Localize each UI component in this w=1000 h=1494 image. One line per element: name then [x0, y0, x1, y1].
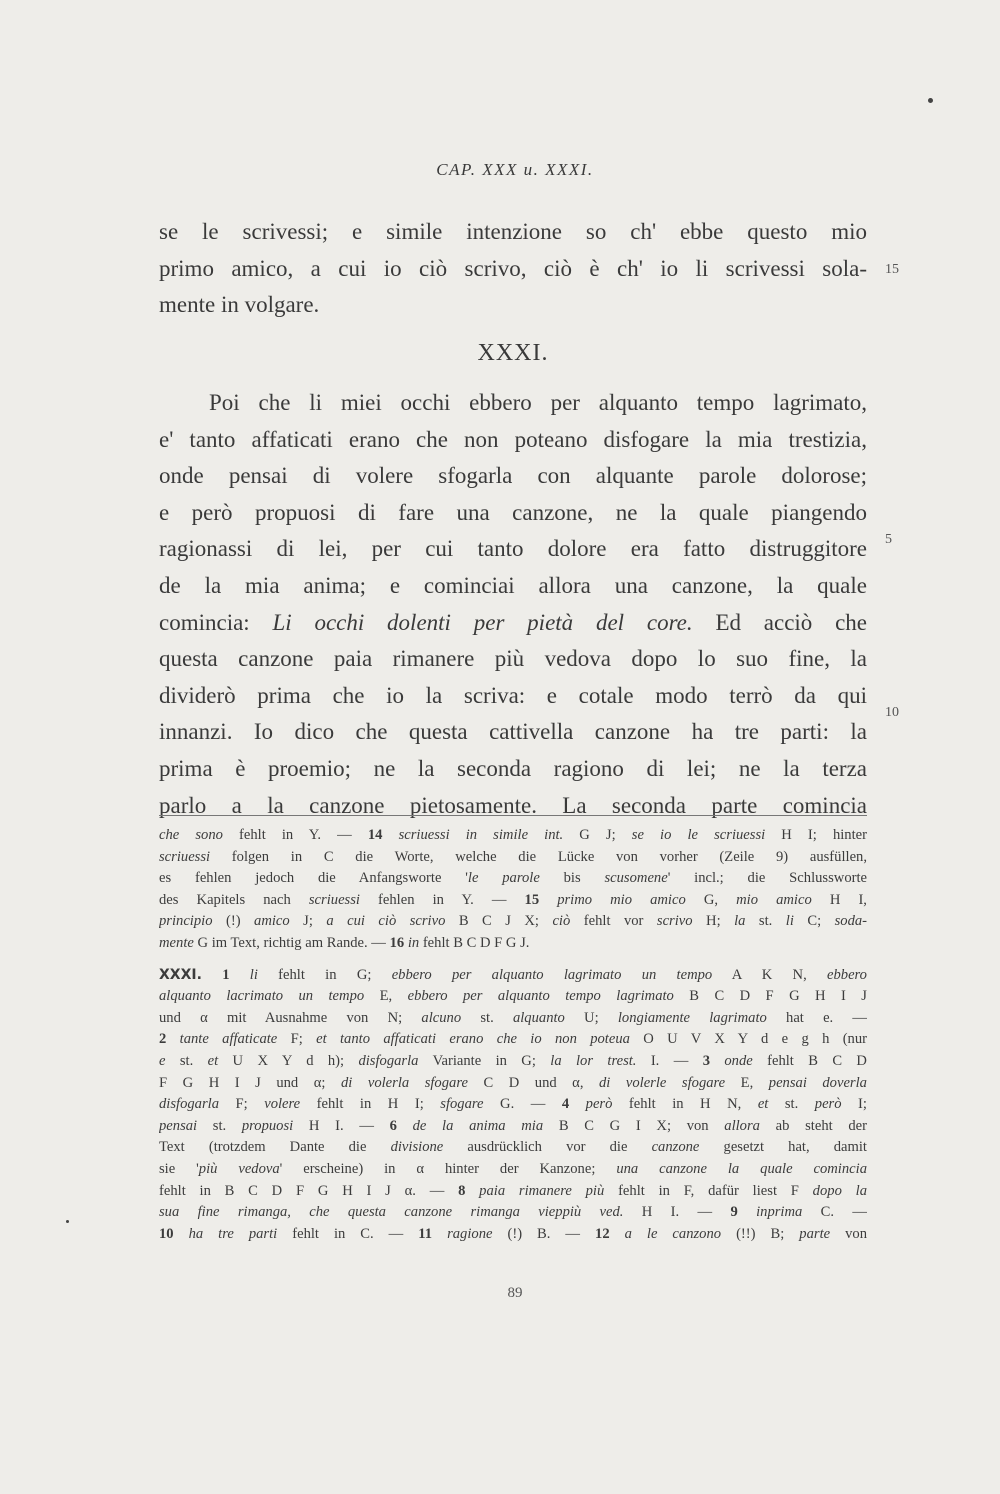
note-spacer [159, 955, 867, 965]
note-italic-text: ebbero per alquanto lagrimato un tempo [391, 966, 713, 983]
note-line-ref: 16 [389, 934, 405, 951]
note-text: fehlt in C. — [277, 1225, 419, 1242]
note-italic-text: però [814, 1096, 842, 1113]
note-line-ref: 15 [524, 891, 540, 908]
note-italic-text: inprima [756, 1204, 803, 1221]
note-line [159, 965, 867, 987]
note-text: ab steht der [759, 1117, 867, 1134]
note-text: G im Text, richtig am Rande. — [193, 934, 390, 951]
note-line-ref: XXXI. [159, 966, 202, 983]
note-text: I; [841, 1096, 867, 1113]
note-italic-text: scriuessi [159, 848, 211, 865]
text-line: de la mia anima; e cominciai allora una canzone, la quale [159, 572, 867, 598]
line-number-marginal: 10 [885, 705, 899, 720]
note-text [539, 892, 557, 908]
text-line: onde pensai di volere sfogarla con alquante parole dolorose; [159, 463, 867, 489]
note-italic-text: onde [724, 1052, 753, 1069]
note-italic-text: de la anima mia [412, 1117, 544, 1134]
note-italic-text: disfogarla [159, 1096, 220, 1113]
note-line [159, 986, 867, 1008]
note-text: U; [564, 1009, 618, 1026]
note-italic-text: sua fine rimanga, che questa canzone rimanga vieppiù ved. [159, 1204, 624, 1221]
note-line [159, 1029, 867, 1051]
note-line-ref: 3 [702, 1052, 710, 1069]
note-italic-text: divisione [390, 1139, 444, 1156]
text-line: dividerò prima che io la scriva: e cotale modo terrò da qui [159, 682, 867, 708]
note-text: H I. — [293, 1117, 390, 1134]
line-number-marginal: 15 [885, 262, 899, 277]
note-line [159, 1051, 867, 1073]
note-text: fehlt in G; [257, 966, 392, 983]
note-italic-text: ebbero [827, 966, 867, 983]
note-italic-text: et [757, 1096, 769, 1113]
note-text: (!) B. — [492, 1225, 596, 1242]
text-line: prima è proemio; ne la seconda ragiono di lei; ne la terza [159, 755, 867, 781]
note-text [397, 1118, 413, 1134]
note-italic-text: a le canzono [624, 1225, 722, 1242]
note-text: G J; [563, 827, 632, 843]
note-italic-text: primo mio amico [557, 891, 686, 908]
note-text: F; [277, 1031, 317, 1048]
note-italic-text: in [407, 934, 420, 951]
note-text: J; [289, 913, 327, 930]
note-line-ref: 2 [159, 1031, 167, 1048]
note-italic-text: se io le scriuessi [631, 827, 766, 843]
note-italic-text: pensai [159, 1117, 198, 1134]
note-text: fehlt B C D [752, 1052, 867, 1069]
note-line [159, 1202, 867, 1224]
note-italic-text: paia rimanere più [479, 1182, 605, 1199]
note-text: (!!) B; [721, 1225, 800, 1242]
text-line: e' tanto affaticati erano che non poteano disfogare la mia trestizia, [159, 426, 867, 452]
note-text: C D und α, [467, 1074, 599, 1091]
note-italic-text: et tanto affaticati erano che io non poteua [316, 1031, 630, 1048]
note-line [159, 868, 867, 890]
note-text: O U V X Y d e g h (nur [629, 1031, 867, 1048]
note-text: ' incl.; die Schlussworte [667, 870, 867, 887]
note-text: st. [461, 1009, 513, 1026]
note-line [159, 1181, 867, 1203]
note-text: H; [692, 913, 735, 930]
text-block-continuation [159, 214, 867, 324]
note-italic-text: a cui ciò scrivo [326, 913, 446, 930]
note-italic-text: tante affaticate [179, 1031, 278, 1048]
note-text: fehlt in B C D F G H I J α. — [159, 1182, 459, 1199]
note-text: st. [165, 1052, 208, 1069]
note-text: I. — [636, 1052, 703, 1069]
text-line: ragionassi di lei, per cui tanto dolore era fatto distruggitore [159, 536, 867, 562]
note-text: H I; hinter [765, 827, 867, 843]
note-text: st. [768, 1096, 815, 1113]
ink-speck [66, 1220, 69, 1223]
note-italic-text: ragione [447, 1225, 493, 1242]
note-text: ausdrücklich vor die [443, 1139, 652, 1156]
note-text: U X Y d h); [218, 1052, 359, 1069]
note-text [432, 1226, 447, 1242]
note-italic-text: ha tre parti [188, 1225, 278, 1242]
ink-speck [928, 98, 933, 103]
note-text [465, 1183, 479, 1199]
note-text: C. — [802, 1204, 867, 1221]
canzone-incipit: Li occhi dolenti per pietà del core. [272, 609, 693, 635]
note-line-ref: 12 [595, 1225, 610, 1242]
note-italic-text: canzone [651, 1139, 700, 1156]
text-segment: Ed acciò che [715, 609, 868, 635]
note-text: st. [197, 1117, 242, 1134]
note-italic-text: scrivo [656, 913, 693, 930]
note-text: fehlt in H I; [300, 1096, 441, 1113]
note-line [159, 1073, 867, 1095]
note-text: G, [685, 891, 737, 908]
note-text: fehlt B C D F G J. [419, 934, 530, 951]
note-text: ' erscheine) in α hinter der Kanzone; [279, 1160, 617, 1177]
note-italic-text: di volerla sfogare [340, 1074, 468, 1091]
note-line [159, 1224, 867, 1246]
note-text [710, 1053, 724, 1069]
note-italic-text: dopo la [812, 1182, 867, 1199]
note-text [610, 1226, 625, 1242]
note-text: sie ' [159, 1160, 199, 1177]
note-line [159, 1008, 867, 1030]
note-text: E, [364, 988, 408, 1005]
note-italic-text: la [734, 913, 746, 930]
text-block-chapter [159, 385, 867, 824]
note-text: G. — [483, 1096, 562, 1113]
note-text: und α mit Ausnahme von N; [159, 1009, 422, 1026]
text-line: se le scrivessi; e simile intenzione so ch' ebbe questo mio [159, 219, 867, 244]
note-text: (!) [212, 913, 255, 930]
note-text: B C J X; [445, 913, 553, 930]
note-text: gesetzt hat, damit [699, 1139, 867, 1156]
note-italic-text: scriuessi [308, 891, 360, 908]
note-italic-text: alquanto [512, 1009, 565, 1026]
note-text [738, 1204, 756, 1220]
note-italic-text: li [785, 913, 794, 930]
note-text: B C D F G H I J [673, 988, 867, 1005]
note-line-ref: 10 [159, 1225, 174, 1242]
note-text: A K N, [712, 966, 827, 983]
chapter-heading: XXXI. [477, 340, 549, 366]
note-text [166, 1031, 179, 1047]
note-italic-text: che sono [159, 827, 223, 843]
note-italic-text: sfogare [440, 1096, 484, 1113]
note-line-ref: 14 [367, 827, 383, 843]
note-text: F G H I J und α; [159, 1074, 341, 1091]
note-italic-text: più vedova [198, 1160, 280, 1177]
text-line [159, 605, 867, 642]
note-italic-text: soda- [834, 913, 867, 930]
text-line: questa canzone paia rimanere più vedova dopo lo suo fine, la [159, 646, 867, 672]
note-text: Text (trotzdem Dante die [159, 1139, 391, 1156]
note-text: H I. — [623, 1204, 731, 1221]
note-text: H I, [811, 891, 867, 908]
note-line-ref: 1 [222, 966, 230, 983]
note-text: hat e. — [766, 1009, 867, 1026]
note-italic-text: scriuessi in simile int. [398, 827, 564, 843]
text-line: parlo a la canzone pietosamente. La seconda parte comincia [159, 792, 867, 818]
note-line [159, 847, 867, 869]
note-text: fehlt in F, dafür liest F [604, 1182, 813, 1199]
note-italic-text: ebbero per alquanto tempo lagrimato [407, 988, 674, 1005]
note-text: E, [725, 1074, 769, 1091]
note-italic-text: però [585, 1096, 613, 1113]
note-text: von [830, 1225, 867, 1242]
note-italic-text: propuosi [241, 1117, 294, 1134]
note-text: st. [745, 913, 786, 930]
note-text: B C G I X; von [543, 1117, 725, 1134]
line-number-marginal: 5 [885, 532, 892, 547]
note-italic-text: allora [724, 1117, 760, 1134]
note-text: Variante in G; [418, 1052, 551, 1069]
text-segment: comincia: [159, 609, 250, 635]
note-italic-text: longiamente lagrimato [617, 1009, 767, 1026]
note-text: fehlt in H N, [612, 1096, 758, 1113]
note-italic-text: una canzone la quale comincia [616, 1160, 867, 1177]
note-text [202, 967, 222, 983]
text-line: innanzi. Io dico che questa cattivella canzone ha tre parti: la [159, 719, 867, 745]
note-text [569, 1096, 586, 1112]
note-line-ref: 6 [389, 1117, 397, 1134]
note-italic-text: di volerle sfogare [599, 1074, 726, 1091]
note-text: es fehlen jedoch die Anfangsworte ' [159, 870, 468, 887]
note-italic-text: mio amico [736, 891, 812, 908]
note-text [230, 967, 250, 983]
text-line: primo amico, a cui io ciò scrivo, ciò è ch' io li scrivessi sola- [159, 255, 867, 281]
note-line-ref: 8 [458, 1182, 466, 1199]
note-text: fehlen in Y. — [359, 891, 525, 908]
note-italic-text: principio [159, 913, 213, 930]
note-text: fehlt in Y. — [222, 827, 368, 843]
note-text: bis [539, 870, 605, 887]
text-line: mente in volgare. [159, 292, 320, 318]
note-italic-text: alquanto lacrimato un tempo [159, 988, 365, 1005]
note-text: F; [219, 1096, 265, 1113]
note-text: folgen in C die Worte, welche die Lücke von vorher (Zeile 9) ausfüllen, [210, 848, 867, 865]
note-line [159, 1094, 867, 1116]
note-italic-text: scusomene [604, 870, 668, 887]
note-italic-text: la lor trest. [550, 1052, 637, 1069]
note-italic-text: e [159, 1052, 166, 1069]
note-text: fehlt vor [570, 913, 657, 930]
note-line-ref: 4 [561, 1096, 570, 1113]
note-line [159, 890, 867, 912]
note-italic-text: parte [799, 1225, 831, 1242]
note-italic-text: mente [159, 934, 194, 951]
critical-apparatus [159, 825, 867, 1245]
note-line [159, 1137, 867, 1159]
note-line-ref: 11 [418, 1225, 433, 1242]
note-text [382, 827, 398, 843]
note-italic-text: alcuno [421, 1009, 462, 1026]
note-italic-text: et [207, 1052, 219, 1069]
note-italic-text: pensai doverla [768, 1074, 867, 1091]
note-text: des Kapitels nach [159, 891, 309, 908]
note-italic-text: volere [264, 1096, 301, 1113]
note-italic-text: li [249, 966, 258, 983]
note-italic-text: disfogarla [358, 1052, 419, 1069]
text-line: Poi che li miei occhi ebbero per alquanto tempo lagrimato, [209, 390, 867, 415]
note-line [159, 1159, 867, 1181]
note-italic-text: amico [254, 913, 290, 930]
note-italic-text: ciò [552, 913, 571, 930]
running-header: CAP. XXX u. XXXI. [436, 160, 594, 179]
note-text: C; [793, 913, 835, 930]
note-line-ref: 9 [730, 1204, 738, 1221]
note-line [159, 933, 867, 955]
footnote-divider [159, 815, 867, 816]
note-line [159, 911, 867, 933]
note-line [159, 825, 867, 847]
note-line [159, 1116, 867, 1138]
note-italic-text: le parole [467, 870, 540, 887]
text-line: e però propuosi di fare una canzone, ne la quale piangendo [159, 499, 867, 525]
note-text [174, 1226, 189, 1242]
page-number: 89 [507, 1285, 523, 1301]
